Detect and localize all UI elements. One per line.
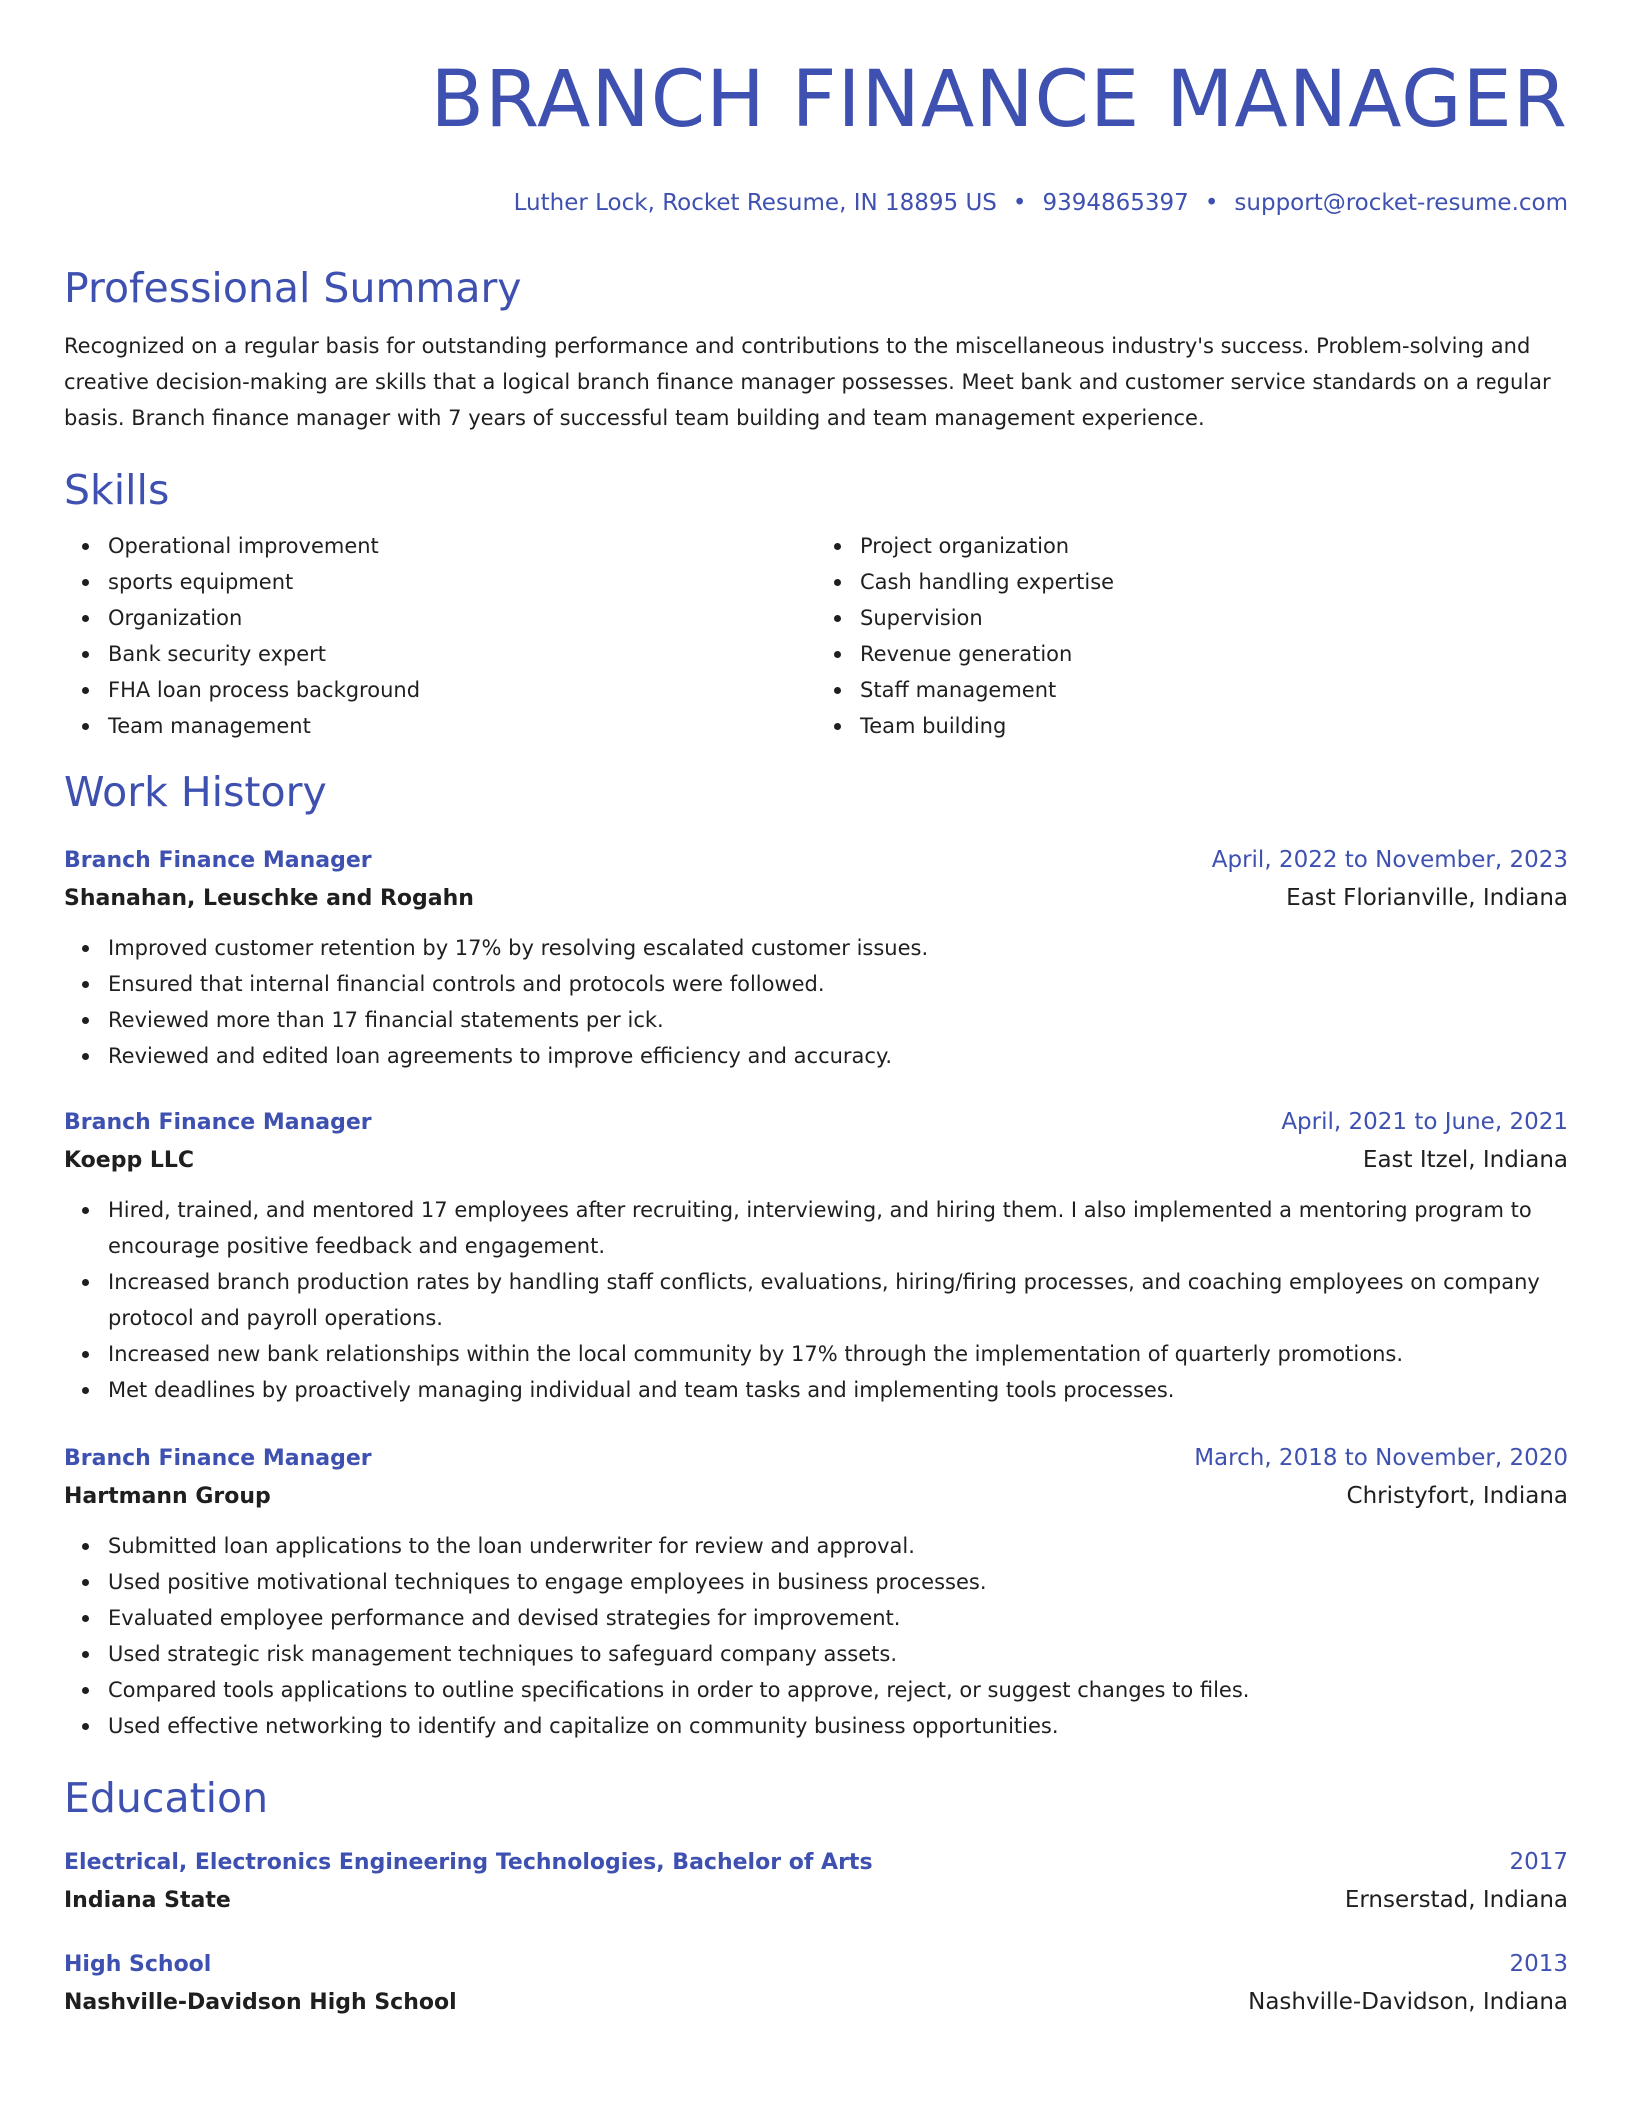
skills-grid (64, 528, 1568, 744)
skill-item: Staff management (860, 672, 1568, 708)
job-dates: March, 2018 to November, 2020 (1194, 1445, 1568, 1471)
education-entry (64, 1946, 1568, 2022)
job-bullet: Improved customer retention by 17% by resolving escalated customer issues. (108, 930, 1568, 966)
job-bullet: Increased new bank relationships within the local community by 17% through the implementation of quarterly promotions. (108, 1336, 1568, 1372)
contact-line (64, 188, 1568, 218)
skill-item: Cash handling expertise (860, 564, 1568, 600)
skill-item: Project organization (860, 528, 1568, 564)
resume-title: BRANCH FINANCE MANAGER (430, 55, 1568, 145)
education-location: Ernserstad, Indiana (1344, 1887, 1568, 1913)
skill-item: FHA loan process background (108, 672, 816, 708)
job-title: Branch Finance Manager (64, 1110, 372, 1135)
skills-list-right (816, 528, 1568, 744)
education-year: 2013 (1509, 1951, 1568, 1977)
contact-email[interactable]: support@rocket-resume.com (1234, 190, 1568, 216)
education-header-row (64, 1946, 1568, 1983)
education-year: 2017 (1509, 1849, 1568, 1875)
education-school-row (64, 1983, 1568, 2022)
job-bullet: Compared tools applications to outline specifications in order to approve, reject, or suggest changes to files. (108, 1672, 1568, 1708)
job-header-row (64, 1104, 1568, 1141)
job-bullet: Met deadlines by proactively managing individual and team tasks and implementing tools processes. (108, 1372, 1568, 1408)
job-dates: April, 2021 to June, 2021 (1281, 1109, 1568, 1135)
job-bullet: Evaluated employee performance and devised strategies for improvement. (108, 1600, 1568, 1636)
contact-separator: • (1012, 190, 1027, 216)
job-company: Shanahan, Leuschke and Rogahn (64, 886, 474, 911)
skill-item: Operational improvement (108, 528, 816, 564)
job-company-row (64, 1141, 1568, 1180)
job-bullet: Increased branch production rates by handling staff conflicts, evaluations, hiring/firing processes, and coaching employees on company protocol and payroll operations. (108, 1264, 1568, 1336)
skill-item: Bank security expert (108, 636, 816, 672)
job-bullet: Reviewed and edited loan agreements to improve efficiency and accuracy. (108, 1038, 1568, 1074)
education-degree: Electrical, Electronics Engineering Technologies, Bachelor of Arts (64, 1850, 873, 1875)
job-entry (64, 1440, 1568, 1744)
job-bullet: Used strategic risk management techniques to safeguard company assets. (108, 1636, 1568, 1672)
job-bullet: Used positive motivational techniques to engage employees in business processes. (108, 1564, 1568, 1600)
job-company: Hartmann Group (64, 1484, 271, 1509)
education-school: Indiana State (64, 1888, 231, 1913)
job-entry (64, 842, 1568, 1074)
job-bullet: Submitted loan applications to the loan underwriter for review and approval. (108, 1528, 1568, 1564)
education-degree: High School (64, 1952, 212, 1977)
work-history-heading: Work History (64, 768, 327, 816)
job-location: East Itzel, Indiana (1362, 1147, 1568, 1173)
skill-item: Revenue generation (860, 636, 1568, 672)
skill-item: Team management (108, 708, 816, 744)
education-location: Nashville-Davidson, Indiana (1248, 1989, 1568, 2015)
job-bullet: Reviewed more than 17 financial statements per ick. (108, 1002, 1568, 1038)
education-school: Nashville-Davidson High School (64, 1990, 457, 2015)
education-header-row (64, 1844, 1568, 1881)
education-school-row (64, 1881, 1568, 1920)
education-entry (64, 1844, 1568, 1920)
contact-phone: 9394865397 (1042, 190, 1189, 216)
contact-address: Luther Lock, Rocket Resume, IN 18895 US (513, 190, 997, 216)
summary-heading: Professional Summary (64, 264, 522, 312)
job-bullet: Ensured that internal financial controls and protocols were followed. (108, 966, 1568, 1002)
job-company-row (64, 1477, 1568, 1516)
job-location: East Florianville, Indiana (1286, 885, 1568, 911)
job-bullets (64, 930, 1568, 1074)
job-bullet: Hired, trained, and mentored 17 employees after recruiting, interviewing, and hiring them. I also implemented a mentoring program to encourage positive feedback and engagement. (108, 1192, 1568, 1264)
summary-text: Recognized on a regular basis for outstanding performance and contributions to the miscellaneous industry's success. Problem-solving and creative decision-making are skills that a logical branch finance manager possesses. Meet bank and customer service standards on a regular basis. Branch finance manager with 7 years of successful team building and team management experience. (64, 334, 1551, 430)
job-entry (64, 1104, 1568, 1408)
job-bullets (64, 1192, 1568, 1408)
education-heading: Education (64, 1774, 269, 1822)
job-company-row (64, 879, 1568, 918)
job-title: Branch Finance Manager (64, 1446, 372, 1471)
skills-heading: Skills (64, 466, 170, 514)
job-bullets (64, 1528, 1568, 1744)
job-company: Koepp LLC (64, 1148, 195, 1173)
job-header-row (64, 842, 1568, 879)
skill-item: Team building (860, 708, 1568, 744)
skills-list-left (64, 528, 816, 744)
skill-item: Supervision (860, 600, 1568, 636)
job-location: Christyfort, Indiana (1346, 1483, 1568, 1509)
job-title: Branch Finance Manager (64, 848, 372, 873)
job-header-row (64, 1440, 1568, 1477)
skill-item: Organization (108, 600, 816, 636)
skill-item: sports equipment (108, 564, 816, 600)
job-bullet: Used effective networking to identify and capitalize on community business opportunities. (108, 1708, 1568, 1744)
job-dates: April, 2022 to November, 2023 (1211, 847, 1568, 873)
contact-separator: • (1204, 190, 1219, 216)
